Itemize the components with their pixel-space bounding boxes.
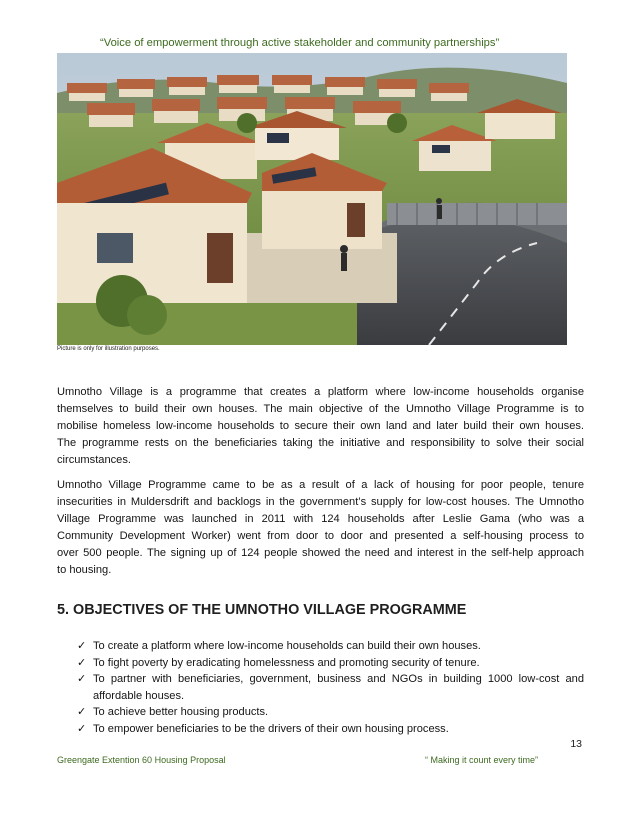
checkmark-icon: ✓ <box>77 640 87 652</box>
checkmark-icon: ✓ <box>77 673 87 686</box>
text-line: Umnotho Village Programme came to be as a result of a lack of housing for poor people, tenure <box>57 479 584 491</box>
section-heading: 5. OBJECTIVES OF THE UMNOTHO VILLAGE PROGRAMME <box>57 602 467 618</box>
text-line: Community Development Worker) went from door to door and presented a self-housing process to <box>57 530 584 543</box>
text-line: Umnotho Village is a programme that creates a platform where low-income households organise <box>57 386 584 398</box>
text-line: insecurities in Muldersdrift and backlogs in the government’s supply for low-cost houses. The Umnotho <box>57 496 584 509</box>
list-item <box>77 638 584 655</box>
text-line: Village Programme was launched in 2011 with 124 households after Leslie Gama (who was a <box>57 513 584 526</box>
text-line: The programme rests on the beneficiaries taking the initiative and responsibility to solve their social <box>57 437 584 450</box>
list-item-text: To partner with beneficiaries, government, business and NGOs in building 1000 low-cost and affordable houses. <box>93 673 584 702</box>
text-line: over 500 people. The signing up of 124 people showed the need and interest in the self-help approach <box>57 547 584 560</box>
list-item <box>77 655 584 672</box>
text-line: themselves to build their own houses. The main objective of the Umnotho Village Programme is to <box>57 403 584 416</box>
objectives-list <box>77 638 584 738</box>
footer-slogan: “ Making it count every time” <box>425 755 539 765</box>
housing-illustration <box>57 53 567 345</box>
header-quote: “Voice of empowerment through active stakeholder and community partnerships” <box>100 37 500 49</box>
footer-document-title: Greengate Extention 60 Housing Proposal <box>57 755 226 765</box>
list-item-text: To fight poverty by eradicating homelessness and promoting security of tenure. <box>93 656 480 669</box>
list-item <box>77 704 584 721</box>
list-item <box>77 671 584 704</box>
checkmark-icon: ✓ <box>77 656 87 669</box>
checkmark-icon: ✓ <box>77 706 87 719</box>
intro-paragraph <box>57 384 584 469</box>
list-item-text: To create a platform where low-income households can build their own houses. <box>93 640 481 652</box>
text-line: to housing. <box>57 564 112 577</box>
text-line: circumstances. <box>57 454 131 467</box>
history-paragraph <box>57 477 584 580</box>
list-item-text: To empower beneficiaries to be the drivers of their own housing process. <box>93 722 449 735</box>
list-item <box>77 721 584 738</box>
text-line: mobilise homeless low-income households to secure their own land and later build their own houses. <box>57 420 584 433</box>
page-number: 13 <box>570 738 582 750</box>
illustration-caption: Picture is only for illustration purposes. <box>57 346 160 352</box>
checkmark-icon: ✓ <box>77 722 87 735</box>
list-item-text: To achieve better housing products. <box>93 706 269 719</box>
